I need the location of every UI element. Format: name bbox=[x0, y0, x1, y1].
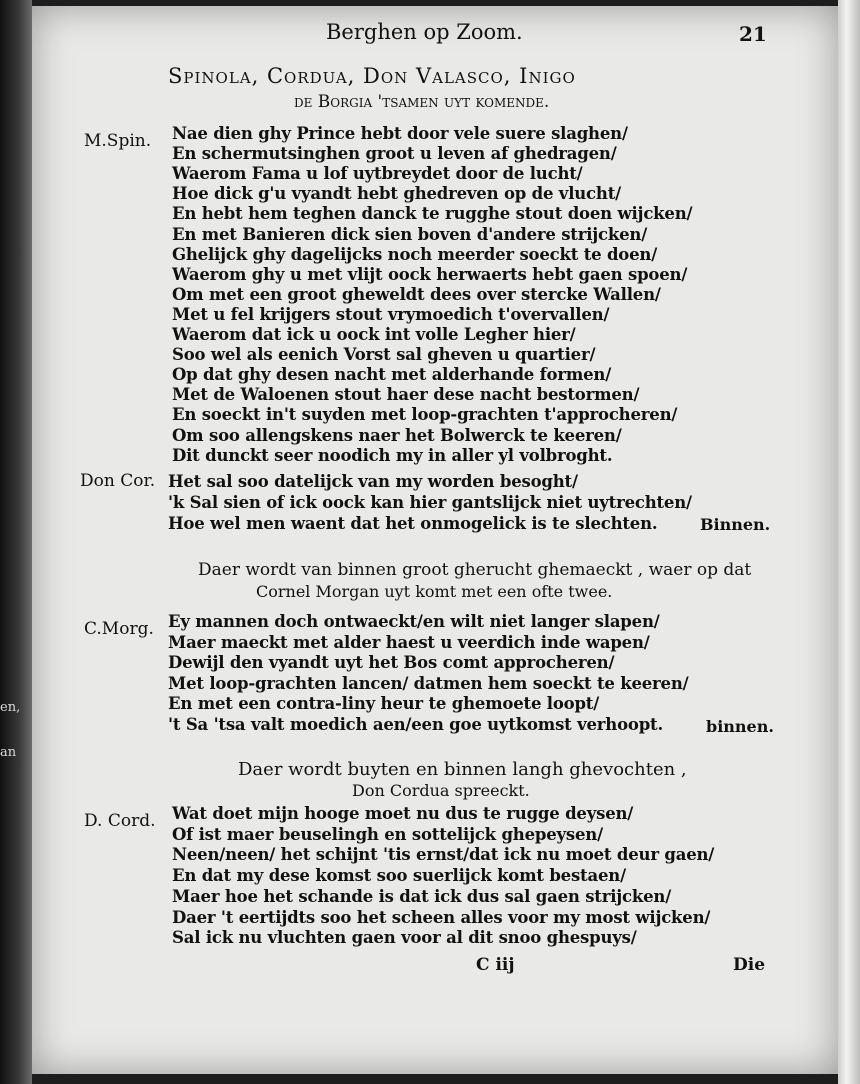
verse-line: Met de Waloenen stout haer dese nacht bestormen/ bbox=[172, 385, 640, 405]
verse-line: Dit dunckt seer noodich my in aller yl volbroght. bbox=[172, 445, 613, 465]
verse-line: Waerom dat ick u oock int volle Legher hier/ bbox=[172, 325, 576, 344]
stage-direction: Don Cordua spreeckt. bbox=[352, 781, 530, 800]
verse-line: Met u fel krijgers stout vrymoedich t'overvallen/ bbox=[172, 304, 610, 324]
verse-line: Waerom ghy u met vlijt oock herwaerts hebt gaen spoen/ bbox=[172, 264, 688, 284]
catchword: Die bbox=[733, 955, 766, 975]
verse-line: Het sal soo datelijck van my worden besoght/ bbox=[168, 472, 578, 491]
verse-line: 't Sa 'tsa valt moedich aen/een goe uytkomst verhoopt. bbox=[168, 714, 664, 734]
verse-line: Op dat ghy desen nacht met alderhande formen/ bbox=[172, 365, 612, 385]
verse-line: Wat doet mijn hooge moet nu dus te rugge deysen/ bbox=[172, 804, 634, 823]
verse-line: Om met een groot gheweldt dees over stercke Wallen/ bbox=[172, 284, 661, 304]
scene-heading: Spinola, Cordua, Don Valasco, Inigo bbox=[168, 64, 576, 88]
book-gutter bbox=[0, 0, 32, 1084]
verse-line: Nae dien ghy Prince hebt door vele suere slaghen/ bbox=[172, 124, 628, 143]
speaker-label: Don Cor. bbox=[80, 471, 156, 491]
verse-line: En met Banieren dick sien boven d'andere strijcken/ bbox=[172, 224, 648, 244]
page-edge bbox=[838, 0, 860, 1084]
verse-line: Om soo allengskens naer het Bolwerck te keeren/ bbox=[172, 425, 622, 445]
stage-direction: Daer wordt buyten en binnen langh ghevochten , bbox=[238, 759, 687, 780]
verse-line: Hoe wel men waent dat het onmogelick is te slechten. bbox=[168, 514, 658, 533]
verse-line: Soo wel als eenich Vorst sal gheven u quartier/ bbox=[172, 345, 596, 365]
stage-direction: Cornel Morgan uyt komt met een ofte twee. bbox=[256, 582, 613, 601]
verse-line: Ey mannen doch ontwaeckt/en wilt niet langer slapen/ bbox=[168, 612, 660, 631]
speaker-label: M.Spin. bbox=[84, 131, 152, 151]
verse-line: Daer 't eertijdts soo het scheen alles voor my most wijcken/ bbox=[172, 907, 711, 927]
verse-line: Ghelijck ghy dagelijcks noch meerder soeckt te doen/ bbox=[172, 244, 658, 264]
verse-line: Of ist maer beuselingh en sottelijck ghepeysen/ bbox=[172, 824, 603, 844]
signature-mark: C iij bbox=[476, 955, 515, 975]
verse-line: 'k Sal sien of ick oock kan hier gantslijck niet uytrechten/ bbox=[168, 493, 692, 512]
scene-heading-continued: de Borgia 'tsamen uyt komende. bbox=[294, 92, 550, 112]
verse-line: En soeckt in't suyden met loop-grachten t'approcheren/ bbox=[172, 405, 678, 425]
running-title: Berghen op Zoom. bbox=[326, 20, 523, 44]
verse-line: En met een contra-liny heur te ghemoete loopt/ bbox=[168, 694, 600, 713]
verse-line: Neen/neen/ het schijnt 'tis ernst/dat ick nu moet deur gaen/ bbox=[172, 845, 715, 865]
exit-direction: Binnen. bbox=[700, 515, 771, 534]
page-number: 21 bbox=[739, 22, 767, 46]
verse-line: En schermutsinghen groot u leven af ghedragen/ bbox=[172, 144, 617, 164]
verse-line: Met loop-grachten lancen/ datmen hem soeckt te keeren/ bbox=[168, 673, 689, 693]
verse-line: Hoe dick g'u vyandt hebt ghedreven op de vlucht/ bbox=[172, 184, 621, 204]
verse-line: Maer maeckt met alder haest u veerdich inde wapen/ bbox=[168, 632, 650, 652]
verse-line: Dewijl den vyandt uyt het Bos comt approcheren/ bbox=[168, 653, 615, 672]
speaker-label: D. Cord. bbox=[84, 811, 156, 831]
stage-direction: Daer wordt van binnen groot gherucht ghemaeckt , waer op dat bbox=[198, 560, 752, 580]
verse-line: En dat my dese komst soo suerlijck komt bestaen/ bbox=[172, 866, 626, 886]
exit-direction: binnen. bbox=[706, 717, 774, 736]
verse-line: Waerom Fama u lof uytbreydet door de lucht/ bbox=[172, 164, 583, 184]
verse-line: Sal ick nu vluchten gaen voor al dit snoo ghespuys/ bbox=[172, 928, 637, 948]
margin-fragment: en, bbox=[0, 700, 21, 715]
verse-line: Maer hoe het schande is dat ick dus sal gaen strijcken/ bbox=[172, 886, 672, 906]
margin-fragment: an bbox=[0, 745, 17, 760]
speaker-label: C.Morg. bbox=[84, 619, 154, 639]
verse-line: En hebt hem teghen danck te rugghe stout doen wijcken/ bbox=[172, 204, 693, 224]
